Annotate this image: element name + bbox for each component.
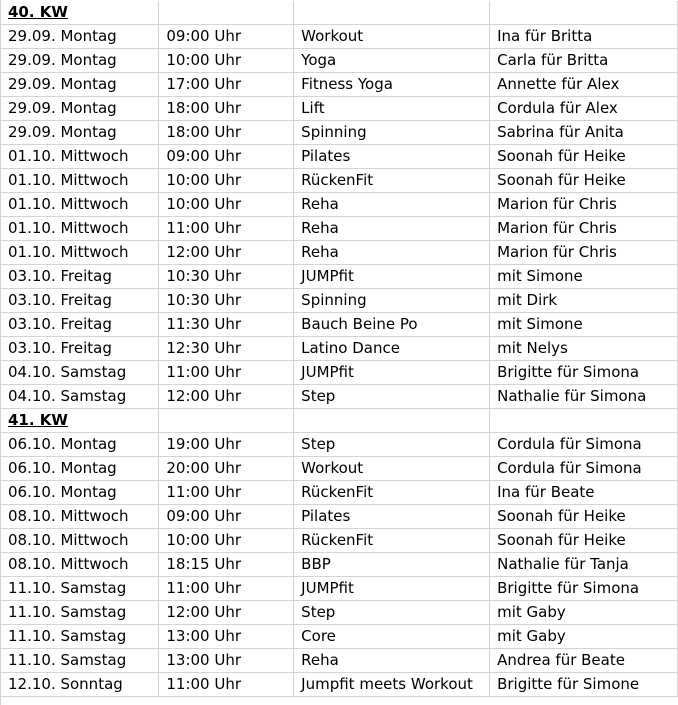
course-cell[interactable]: Bauch Beine Po	[294, 313, 490, 337]
course-cell[interactable]: Jumpfit meets Workout	[294, 673, 490, 697]
time-cell[interactable]: 10:00 Uhr	[159, 169, 294, 193]
course-cell[interactable]: JUMPfit	[294, 265, 490, 289]
date-cell[interactable]: 01.10. Mittwoch	[0, 193, 159, 217]
table-row[interactable]	[0, 481, 678, 505]
date-cell[interactable]: 29.09. Montag	[0, 97, 159, 121]
table-row[interactable]	[0, 25, 678, 49]
course-cell[interactable]: RückenFit	[294, 169, 490, 193]
time-cell[interactable]: 10:00 Uhr	[159, 529, 294, 553]
table-row[interactable]	[0, 433, 678, 457]
table-row[interactable]	[0, 577, 678, 601]
time-cell[interactable]: 09:00 Uhr	[159, 25, 294, 49]
course-cell[interactable]: Spinning	[294, 289, 490, 313]
date-cell[interactable]: 03.10. Freitag	[0, 265, 159, 289]
course-cell[interactable]: Workout	[294, 457, 490, 481]
trainer-cell[interactable]: mit Gaby	[490, 625, 678, 649]
date-cell[interactable]: 06.10. Montag	[0, 481, 159, 505]
schedule-body	[0, 1, 678, 697]
time-cell[interactable]: 11:00 Uhr	[159, 577, 294, 601]
time-cell[interactable]: 11:00 Uhr	[159, 361, 294, 385]
time-cell[interactable]: 18:00 Uhr	[159, 97, 294, 121]
trainer-cell[interactable]: Carla für Britta	[490, 49, 678, 73]
trainer-cell[interactable]: Soonah für Heike	[490, 505, 678, 529]
trainer-cell[interactable]: mit Gaby	[490, 601, 678, 625]
date-cell[interactable]: 03.10. Freitag	[0, 289, 159, 313]
table-row[interactable]	[0, 649, 678, 673]
table-row[interactable]	[0, 601, 678, 625]
table-row[interactable]	[0, 121, 678, 145]
course-cell[interactable]: Spinning	[294, 121, 490, 145]
time-cell[interactable]: 18:00 Uhr	[159, 121, 294, 145]
time-cell[interactable]: 09:00 Uhr	[159, 505, 294, 529]
trainer-cell[interactable]: Nathalie für Tanja	[490, 553, 678, 577]
table-row[interactable]	[0, 505, 678, 529]
table-row[interactable]	[0, 673, 678, 697]
time-cell[interactable]: 12:00 Uhr	[159, 601, 294, 625]
time-cell[interactable]: 10:00 Uhr	[159, 193, 294, 217]
time-cell[interactable]: 18:15 Uhr	[159, 553, 294, 577]
time-cell[interactable]: 10:30 Uhr	[159, 289, 294, 313]
table-row[interactable]	[0, 193, 678, 217]
date-cell[interactable]: 01.10. Mittwoch	[0, 217, 159, 241]
table-row[interactable]	[0, 457, 678, 481]
trainer-cell[interactable]: Brigitte für Simone	[490, 673, 678, 697]
table-row[interactable]	[0, 145, 678, 169]
time-cell[interactable]: 11:00 Uhr	[159, 481, 294, 505]
date-cell[interactable]: 08.10. Mittwoch	[0, 529, 159, 553]
trainer-cell[interactable]: Sabrina für Anita	[490, 121, 678, 145]
course-cell[interactable]: Step	[294, 385, 490, 409]
table-row[interactable]	[0, 625, 678, 649]
trainer-cell[interactable]: Andrea für Beate	[490, 649, 678, 673]
table-row[interactable]	[0, 265, 678, 289]
course-cell[interactable]: Lift	[294, 97, 490, 121]
trainer-cell[interactable]: Cordula für Simona	[490, 433, 678, 457]
date-cell[interactable]: 11.10. Samstag	[0, 601, 159, 625]
date-cell[interactable]: 12.10. Sonntag	[0, 673, 159, 697]
trainer-cell[interactable]: Annette für Alex	[490, 73, 678, 97]
table-row[interactable]	[0, 337, 678, 361]
date-cell[interactable]: 29.09. Montag	[0, 73, 159, 97]
date-cell[interactable]: 04.10. Samstag	[0, 361, 159, 385]
course-cell[interactable]: Yoga	[294, 49, 490, 73]
table-row[interactable]	[0, 553, 678, 577]
table-row[interactable]	[0, 529, 678, 553]
week-label-cell[interactable]: 41. KW	[0, 409, 159, 433]
course-cell[interactable]: Pilates	[294, 505, 490, 529]
table-row[interactable]	[0, 385, 678, 409]
course-cell[interactable]: Step	[294, 601, 490, 625]
trainer-cell[interactable]: Soonah für Heike	[490, 169, 678, 193]
trainer-cell[interactable]: mit Nelys	[490, 337, 678, 361]
course-cell[interactable]: Reha	[294, 241, 490, 265]
date-cell[interactable]: 29.09. Montag	[0, 121, 159, 145]
time-cell[interactable]: 10:00 Uhr	[159, 49, 294, 73]
trainer-cell[interactable]: Soonah für Heike	[490, 529, 678, 553]
table-row[interactable]	[0, 73, 678, 97]
week-label-cell[interactable]: 40. KW	[0, 1, 159, 25]
trainer-cell[interactable]: Cordula für Simona	[490, 457, 678, 481]
date-cell[interactable]: 01.10. Mittwoch	[0, 145, 159, 169]
course-cell[interactable]: Fitness Yoga	[294, 73, 490, 97]
time-cell[interactable]: 11:00 Uhr	[159, 217, 294, 241]
course-cell[interactable]: Step	[294, 433, 490, 457]
trainer-cell[interactable]: Ina für Beate	[490, 481, 678, 505]
time-cell[interactable]: 19:00 Uhr	[159, 433, 294, 457]
time-cell[interactable]: 17:00 Uhr	[159, 73, 294, 97]
trainer-cell[interactable]: Marion für Chris	[490, 193, 678, 217]
empty-cell[interactable]	[490, 1, 678, 25]
table-row[interactable]	[0, 289, 678, 313]
course-schedule-table	[0, 1, 678, 697]
time-cell[interactable]: 12:30 Uhr	[159, 337, 294, 361]
time-cell[interactable]: 11:00 Uhr	[159, 673, 294, 697]
date-cell[interactable]: 29.09. Montag	[0, 25, 159, 49]
date-cell[interactable]: 06.10. Montag	[0, 433, 159, 457]
date-cell[interactable]: 29.09. Montag	[0, 49, 159, 73]
course-cell[interactable]: Reha	[294, 193, 490, 217]
date-cell[interactable]: 06.10. Montag	[0, 457, 159, 481]
course-cell[interactable]: Latino Dance	[294, 337, 490, 361]
table-row[interactable]	[0, 313, 678, 337]
course-cell[interactable]: Reha	[294, 649, 490, 673]
time-cell[interactable]: 12:00 Uhr	[159, 385, 294, 409]
empty-cell[interactable]	[490, 409, 678, 433]
trainer-cell[interactable]: Marion für Chris	[490, 217, 678, 241]
time-cell[interactable]: 13:00 Uhr	[159, 625, 294, 649]
date-cell[interactable]: 03.10. Freitag	[0, 313, 159, 337]
trainer-cell[interactable]: mit Simone	[490, 313, 678, 337]
date-cell[interactable]: 11.10. Samstag	[0, 649, 159, 673]
empty-cell[interactable]	[159, 1, 294, 25]
table-row[interactable]	[0, 97, 678, 121]
time-cell[interactable]: 11:30 Uhr	[159, 313, 294, 337]
course-cell[interactable]: JUMPfit	[294, 361, 490, 385]
course-cell[interactable]: JUMPfit	[294, 577, 490, 601]
date-cell[interactable]: 04.10. Samstag	[0, 385, 159, 409]
empty-cell[interactable]	[159, 409, 294, 433]
course-cell[interactable]: Workout	[294, 25, 490, 49]
date-cell[interactable]: 08.10. Mittwoch	[0, 553, 159, 577]
table-row[interactable]	[0, 241, 678, 265]
trainer-cell[interactable]: Soonah für Heike	[490, 145, 678, 169]
table-row[interactable]	[0, 169, 678, 193]
table-row[interactable]	[0, 361, 678, 385]
table-row[interactable]	[0, 217, 678, 241]
empty-cell[interactable]	[294, 409, 490, 433]
table-row[interactable]	[0, 49, 678, 73]
time-cell[interactable]: 13:00 Uhr	[159, 649, 294, 673]
time-cell[interactable]: 10:30 Uhr	[159, 265, 294, 289]
course-cell[interactable]: BBP	[294, 553, 490, 577]
week-header-row[interactable]	[0, 409, 678, 433]
trainer-cell[interactable]: Marion für Chris	[490, 241, 678, 265]
course-cell[interactable]: RückenFit	[294, 529, 490, 553]
trainer-cell[interactable]: mit Dirk	[490, 289, 678, 313]
trainer-cell[interactable]: Brigitte für Simona	[490, 577, 678, 601]
time-cell[interactable]: 09:00 Uhr	[159, 145, 294, 169]
trainer-cell[interactable]: Nathalie für Simona	[490, 385, 678, 409]
course-cell[interactable]: Pilates	[294, 145, 490, 169]
date-cell[interactable]: 03.10. Freitag	[0, 337, 159, 361]
date-cell[interactable]: 08.10. Mittwoch	[0, 505, 159, 529]
time-cell[interactable]: 12:00 Uhr	[159, 241, 294, 265]
trainer-cell[interactable]: Ina für Britta	[490, 25, 678, 49]
trainer-cell[interactable]: Cordula für Alex	[490, 97, 678, 121]
course-cell[interactable]: Core	[294, 625, 490, 649]
date-cell[interactable]: 01.10. Mittwoch	[0, 241, 159, 265]
time-cell[interactable]: 20:00 Uhr	[159, 457, 294, 481]
trainer-cell[interactable]: Brigitte für Simona	[490, 361, 678, 385]
date-cell[interactable]: 01.10. Mittwoch	[0, 169, 159, 193]
course-cell[interactable]: Reha	[294, 217, 490, 241]
week-header-row[interactable]	[0, 1, 678, 25]
course-cell[interactable]: RückenFit	[294, 481, 490, 505]
trainer-cell[interactable]: mit Simone	[490, 265, 678, 289]
date-cell[interactable]: 11.10. Samstag	[0, 577, 159, 601]
empty-cell[interactable]	[294, 1, 490, 25]
date-cell[interactable]: 11.10. Samstag	[0, 625, 159, 649]
